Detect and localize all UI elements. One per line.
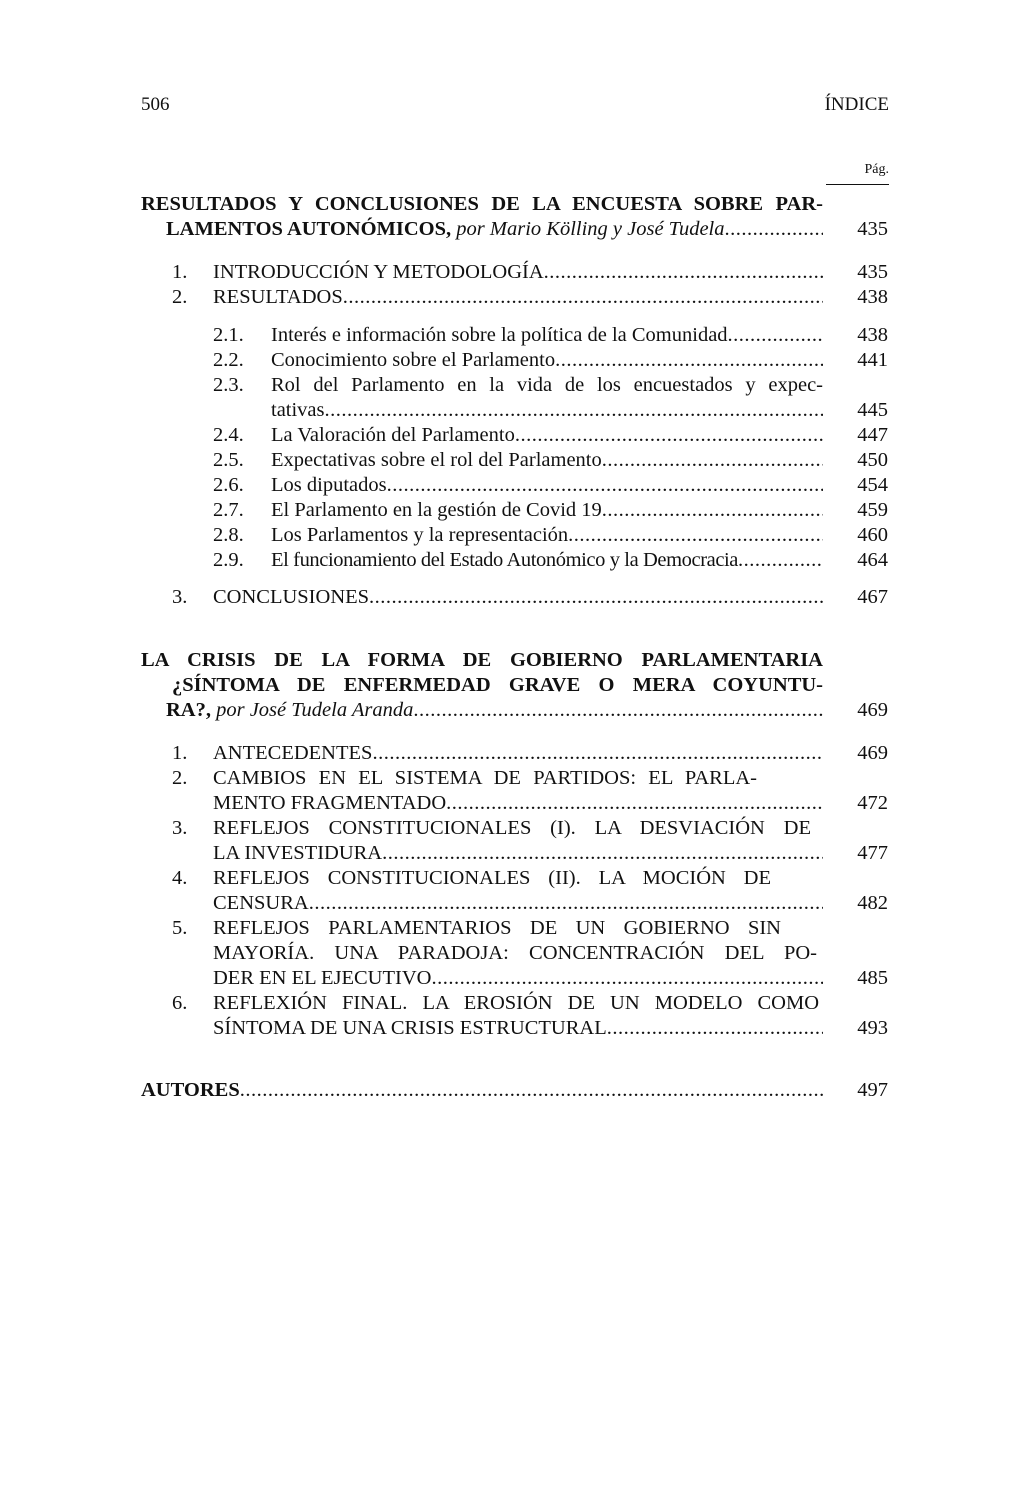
toc-subitem-num: 2.4. <box>213 424 244 446</box>
toc-item-num: 5. <box>172 917 188 939</box>
toc-item-page: 469 <box>857 742 888 764</box>
toc-subitem: tativas ..... <box>271 398 823 423</box>
toc-item-cambios: MENTO FRAGMENTADO ..... <box>213 791 823 816</box>
section2-title-line3 <box>166 698 823 723</box>
toc-subitem-page: 459 <box>857 499 888 521</box>
toc-item-page: 485 <box>857 967 888 989</box>
toc-subitem-page: 447 <box>857 424 888 446</box>
toc-subitem-line1: Rol del Parlamento en la vida de los encuestados y expec- <box>271 374 823 396</box>
toc-subitem-num: 2.1. <box>213 324 244 346</box>
toc-item-num: 6. <box>172 992 188 1014</box>
toc-item-page: 482 <box>857 892 888 914</box>
pag-rule <box>826 184 889 185</box>
toc-subitem-num: 2.8. <box>213 524 244 546</box>
toc-item-num: 1. <box>172 261 188 283</box>
toc-item-reflejos-parlamentarios: DER EN EL EJECUTIVO ..... <box>213 966 823 991</box>
toc-subitem: La Valoración del Parlamento ..... <box>271 423 823 448</box>
toc-subitem: Los Parlamentos y la representación ..... <box>271 523 823 548</box>
toc-subitem-num: 2.7. <box>213 499 244 521</box>
toc-subitem-num: 2.6. <box>213 474 244 496</box>
toc-subitem: Los diputados ..... <box>271 473 823 498</box>
toc-subitem-page: 460 <box>857 524 888 546</box>
toc-item-line1: REFLEXIÓN FINAL. LA EROSIÓN DE UN MODELO COMO <box>213 992 819 1014</box>
toc-item-line1: REFLEJOS PARLAMENTARIOS DE UN GOBIERNO SIN <box>213 917 781 939</box>
toc-item-line2: MAYORÍA. UNA PARADOJA: CONCENTRACIÓN DEL PO- <box>213 942 817 964</box>
toc-item-num: 1. <box>172 742 188 764</box>
section1-title-line2 <box>166 217 823 242</box>
pag-label: Pág. <box>864 162 889 177</box>
toc-autores: AUTORES ..... <box>141 1078 823 1103</box>
section1-page: 435 <box>857 218 888 240</box>
section2-title-line1: LA CRISIS DE LA FORMA DE GOBIERNO PARLAMENTARIA <box>141 649 823 671</box>
toc-subitem: Conocimiento sobre el Parlamento ..... <box>271 348 823 373</box>
toc-item-page: 472 <box>857 792 888 814</box>
toc-subitem-num: 2.9. <box>213 549 244 571</box>
page-number: 506 <box>141 94 170 115</box>
toc-item-page: 493 <box>857 1017 888 1039</box>
toc-subitem-num: 2.5. <box>213 449 244 471</box>
toc-subitem: El funcionamiento del Estado Autonómico y la Democracia ..... <box>271 548 823 573</box>
section2-page: 469 <box>857 699 888 721</box>
toc-subitem-num: 2.3. <box>213 374 244 396</box>
toc-item-num: 3. <box>172 586 188 608</box>
toc-autores-page: 497 <box>857 1079 888 1101</box>
toc-subitem-num: 2.2. <box>213 349 244 371</box>
toc-subitem-page: 445 <box>857 399 888 421</box>
toc-item-reflejos-1: LA INVESTIDURA ..... <box>213 841 823 866</box>
toc-item-page: 477 <box>857 842 888 864</box>
toc-item-reflejos-2: CENSURA ..... <box>213 891 823 916</box>
toc-subitem: Expectativas sobre el rol del Parlamento ..... <box>271 448 823 473</box>
toc-subitem: Interés e información sobre la política de la Comunidad ..... <box>271 323 823 348</box>
toc-item-introduccion: INTRODUCCIÓN Y METODOLOGÍA ..... <box>213 260 823 285</box>
toc-subitem-page: 454 <box>857 474 888 496</box>
toc-subitem-page: 464 <box>857 549 888 571</box>
toc-item-antecedentes: ANTECEDENTES ..... <box>213 741 823 766</box>
section1-authors: por Mario Kölling y José Tudela <box>456 218 725 240</box>
toc-subitem-page: 438 <box>857 324 888 346</box>
toc-item-line1: REFLEJOS CONSTITUCIONALES (II). LA MOCIÓN DE <box>213 867 771 889</box>
section2-title-line2: ¿SÍNTOMA DE ENFERMEDAD GRAVE O MERA COYUNTU- <box>172 674 823 696</box>
toc-item-page: 467 <box>857 586 888 608</box>
toc-item-page: 435 <box>857 261 888 283</box>
toc-item-conclusiones: CONCLUSIONES ..... <box>213 585 823 610</box>
toc-item-resultados: RESULTADOS ..... <box>213 285 823 310</box>
toc-item-num: 2. <box>172 286 188 308</box>
toc-subitem-page: 450 <box>857 449 888 471</box>
toc-item-line1: CAMBIOS EN EL SISTEMA DE PARTIDOS: EL PARLA- <box>213 767 757 789</box>
toc-item-num: 4. <box>172 867 188 889</box>
section2-authors: por José Tudela Aranda <box>216 699 414 721</box>
toc-item-num: 3. <box>172 817 188 839</box>
toc-item-line1: REFLEJOS CONSTITUCIONALES (I). LA DESVIACIÓN DE <box>213 817 811 839</box>
section1-title-line1: RESULTADOS Y CONCLUSIONES DE LA ENCUESTA SOBRE PAR- <box>141 193 823 215</box>
toc-subitem-page: 441 <box>857 349 888 371</box>
section1-title-text: LAMENTOS AUTONÓMICOS, <box>166 218 452 240</box>
section2-title-text: RA?, <box>166 699 211 721</box>
running-title: ÍNDICE <box>824 94 889 115</box>
toc-item-reflexion-final: SÍNTOMA DE UNA CRISIS ESTRUCTURAL ..... <box>213 1016 823 1041</box>
toc-item-page: 438 <box>857 286 888 308</box>
toc-subitem: El Parlamento en la gestión de Covid 19 ..... <box>271 498 823 523</box>
toc-item-num: 2. <box>172 767 188 789</box>
